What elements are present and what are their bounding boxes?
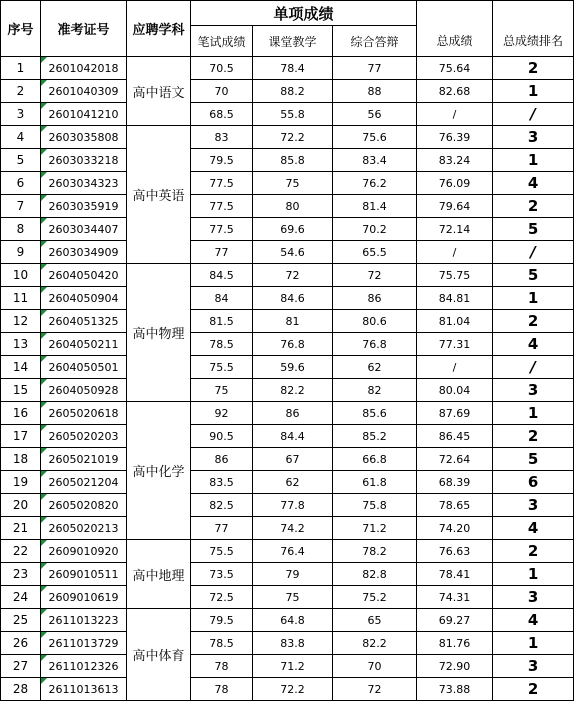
table-row <box>1 563 574 586</box>
table-row <box>1 494 574 517</box>
cell-rank: 6 <box>493 471 574 494</box>
cell-total: 79.64 <box>417 195 493 218</box>
cell-class: 79 <box>253 563 333 586</box>
cell-total: / <box>417 356 493 379</box>
header-subject: 应聘学科 <box>127 1 191 57</box>
cell-defense: 75.6 <box>333 126 417 149</box>
cell-class: 59.6 <box>253 356 333 379</box>
cell-ticket: 2605021019 <box>41 448 127 471</box>
cell-rank: 2 <box>493 310 574 333</box>
table-row <box>1 149 574 172</box>
header-single-scores: 单项成绩 <box>191 1 417 26</box>
cell-defense: 70 <box>333 655 417 678</box>
cell-total: 78.41 <box>417 563 493 586</box>
cell-class: 62 <box>253 471 333 494</box>
cell-total: 82.68 <box>417 80 493 103</box>
cell-defense: 77 <box>333 57 417 80</box>
table-row <box>1 402 574 425</box>
cell-rank: / <box>493 103 574 126</box>
cell-written: 75.5 <box>191 356 253 379</box>
cell-ticket: 2603034323 <box>41 172 127 195</box>
table-row <box>1 655 574 678</box>
cell-subject: 高中体育 <box>127 609 191 701</box>
cell-class: 81 <box>253 310 333 333</box>
score-rows <box>1 57 574 701</box>
header-ticket: 准考证号 <box>41 1 127 57</box>
cell-total: 81.04 <box>417 310 493 333</box>
cell-total: 68.39 <box>417 471 493 494</box>
cell-seq: 25 <box>1 609 41 632</box>
cell-rank: 3 <box>493 126 574 149</box>
table-row <box>1 80 574 103</box>
cell-written: 83 <box>191 126 253 149</box>
cell-rank: / <box>493 241 574 264</box>
header-seq: 序号 <box>1 1 41 57</box>
table-row <box>1 678 574 701</box>
cell-seq: 7 <box>1 195 41 218</box>
header-defense: 综合答辩 <box>333 26 417 57</box>
cell-class: 75 <box>253 586 333 609</box>
cell-defense: 62 <box>333 356 417 379</box>
cell-total: 87.69 <box>417 402 493 425</box>
cell-seq: 10 <box>1 264 41 287</box>
cell-rank: 5 <box>493 264 574 287</box>
cell-seq: 11 <box>1 287 41 310</box>
cell-class: 55.8 <box>253 103 333 126</box>
cell-ticket: 2603035919 <box>41 195 127 218</box>
table-row <box>1 586 574 609</box>
cell-seq: 13 <box>1 333 41 356</box>
cell-class: 69.6 <box>253 218 333 241</box>
cell-class: 85.8 <box>253 149 333 172</box>
table-row <box>1 379 574 402</box>
cell-ticket: 2603035808 <box>41 126 127 149</box>
cell-defense: 82.2 <box>333 632 417 655</box>
cell-ticket: 2604050501 <box>41 356 127 379</box>
cell-class: 77.8 <box>253 494 333 517</box>
cell-rank: 2 <box>493 425 574 448</box>
cell-total: 74.31 <box>417 586 493 609</box>
cell-seq: 14 <box>1 356 41 379</box>
cell-defense: 88 <box>333 80 417 103</box>
cell-written: 77.5 <box>191 172 253 195</box>
cell-rank: 1 <box>493 80 574 103</box>
cell-rank: 1 <box>493 563 574 586</box>
header-total: 总成绩 <box>417 26 493 57</box>
cell-written: 79.5 <box>191 609 253 632</box>
cell-defense: 76.2 <box>333 172 417 195</box>
cell-written: 90.5 <box>191 425 253 448</box>
table-row <box>1 540 574 563</box>
cell-ticket: 2611013729 <box>41 632 127 655</box>
cell-ticket: 2601042018 <box>41 57 127 80</box>
cell-rank: 2 <box>493 57 574 80</box>
cell-written: 79.5 <box>191 149 253 172</box>
cell-written: 83.5 <box>191 471 253 494</box>
header-class: 课堂教学 <box>253 26 333 57</box>
cell-defense: 72 <box>333 678 417 701</box>
cell-written: 78 <box>191 655 253 678</box>
cell-ticket: 2609010920 <box>41 540 127 563</box>
header-rank: 总成绩排名 <box>493 26 574 57</box>
cell-defense: 70.2 <box>333 218 417 241</box>
cell-written: 86 <box>191 448 253 471</box>
cell-total: 80.04 <box>417 379 493 402</box>
table-row <box>1 609 574 632</box>
table-row <box>1 218 574 241</box>
cell-defense: 66.8 <box>333 448 417 471</box>
cell-defense: 76.8 <box>333 333 417 356</box>
cell-class: 84.4 <box>253 425 333 448</box>
cell-rank: 4 <box>493 333 574 356</box>
table-row <box>1 310 574 333</box>
cell-defense: 83.4 <box>333 149 417 172</box>
cell-ticket: 2604050928 <box>41 379 127 402</box>
cell-total: 72.64 <box>417 448 493 471</box>
table-row <box>1 126 574 149</box>
cell-seq: 6 <box>1 172 41 195</box>
cell-rank: 1 <box>493 287 574 310</box>
cell-class: 86 <box>253 402 333 425</box>
cell-ticket: 2601040309 <box>41 80 127 103</box>
table-row <box>1 172 574 195</box>
cell-seq: 9 <box>1 241 41 264</box>
cell-written: 84.5 <box>191 264 253 287</box>
cell-subject: 高中化学 <box>127 402 191 540</box>
cell-class: 80 <box>253 195 333 218</box>
cell-rank: 4 <box>493 172 574 195</box>
cell-rank: 4 <box>493 609 574 632</box>
cell-total: 75.64 <box>417 57 493 80</box>
cell-written: 78.5 <box>191 333 253 356</box>
cell-class: 75 <box>253 172 333 195</box>
cell-ticket: 2604050211 <box>41 333 127 356</box>
cell-total: 74.20 <box>417 517 493 540</box>
cell-total: 69.27 <box>417 609 493 632</box>
cell-defense: 65.5 <box>333 241 417 264</box>
header-written: 笔试成绩 <box>191 26 253 57</box>
cell-ticket: 2611012326 <box>41 655 127 678</box>
cell-class: 76.4 <box>253 540 333 563</box>
cell-class: 67 <box>253 448 333 471</box>
cell-defense: 71.2 <box>333 517 417 540</box>
cell-total: 81.76 <box>417 632 493 655</box>
cell-defense: 75.2 <box>333 586 417 609</box>
cell-written: 70.5 <box>191 57 253 80</box>
header-total-spacer <box>417 1 493 26</box>
cell-defense: 75.8 <box>333 494 417 517</box>
cell-rank: 5 <box>493 218 574 241</box>
cell-ticket: 2603034407 <box>41 218 127 241</box>
cell-rank: 1 <box>493 149 574 172</box>
cell-class: 82.2 <box>253 379 333 402</box>
cell-subject: 高中语文 <box>127 57 191 126</box>
cell-seq: 22 <box>1 540 41 563</box>
header-rank-spacer <box>493 1 574 26</box>
cell-class: 76.8 <box>253 333 333 356</box>
cell-class: 78.4 <box>253 57 333 80</box>
cell-written: 78.5 <box>191 632 253 655</box>
cell-seq: 21 <box>1 517 41 540</box>
cell-written: 77 <box>191 241 253 264</box>
cell-rank: 3 <box>493 379 574 402</box>
cell-class: 72 <box>253 264 333 287</box>
cell-total: 84.81 <box>417 287 493 310</box>
cell-ticket: 2604050904 <box>41 287 127 310</box>
cell-ticket: 2605020820 <box>41 494 127 517</box>
cell-class: 74.2 <box>253 517 333 540</box>
cell-ticket: 2603033218 <box>41 149 127 172</box>
cell-seq: 3 <box>1 103 41 126</box>
table-row <box>1 241 574 264</box>
cell-class: 72.2 <box>253 678 333 701</box>
cell-written: 73.5 <box>191 563 253 586</box>
cell-rank: 1 <box>493 402 574 425</box>
cell-ticket: 2605021204 <box>41 471 127 494</box>
cell-rank: 2 <box>493 195 574 218</box>
cell-written: 70 <box>191 80 253 103</box>
cell-defense: 72 <box>333 264 417 287</box>
cell-class: 71.2 <box>253 655 333 678</box>
cell-seq: 24 <box>1 586 41 609</box>
cell-defense: 82 <box>333 379 417 402</box>
cell-ticket: 2603034909 <box>41 241 127 264</box>
cell-seq: 4 <box>1 126 41 149</box>
cell-total: 75.75 <box>417 264 493 287</box>
cell-written: 84 <box>191 287 253 310</box>
cell-class: 88.2 <box>253 80 333 103</box>
cell-seq: 26 <box>1 632 41 655</box>
cell-seq: 23 <box>1 563 41 586</box>
cell-total: / <box>417 241 493 264</box>
cell-class: 64.8 <box>253 609 333 632</box>
cell-seq: 12 <box>1 310 41 333</box>
cell-rank: 1 <box>493 632 574 655</box>
cell-seq: 2 <box>1 80 41 103</box>
cell-defense: 86 <box>333 287 417 310</box>
cell-seq: 28 <box>1 678 41 701</box>
cell-total: 86.45 <box>417 425 493 448</box>
cell-ticket: 2604051325 <box>41 310 127 333</box>
table-row <box>1 103 574 126</box>
cell-class: 84.6 <box>253 287 333 310</box>
table-row <box>1 425 574 448</box>
cell-defense: 82.8 <box>333 563 417 586</box>
cell-written: 92 <box>191 402 253 425</box>
cell-seq: 16 <box>1 402 41 425</box>
cell-ticket: 2604050420 <box>41 264 127 287</box>
cell-defense: 56 <box>333 103 417 126</box>
cell-ticket: 2605020213 <box>41 517 127 540</box>
cell-subject: 高中英语 <box>127 126 191 264</box>
cell-defense: 78.2 <box>333 540 417 563</box>
cell-written: 68.5 <box>191 103 253 126</box>
cell-ticket: 2605020618 <box>41 402 127 425</box>
cell-defense: 85.6 <box>333 402 417 425</box>
cell-ticket: 2609010619 <box>41 586 127 609</box>
cell-subject: 高中地理 <box>127 540 191 609</box>
table-row <box>1 333 574 356</box>
cell-ticket: 2611013613 <box>41 678 127 701</box>
cell-ticket: 2605020203 <box>41 425 127 448</box>
cell-defense: 61.8 <box>333 471 417 494</box>
cell-total: 77.31 <box>417 333 493 356</box>
cell-defense: 81.4 <box>333 195 417 218</box>
cell-written: 77.5 <box>191 218 253 241</box>
cell-seq: 1 <box>1 57 41 80</box>
cell-seq: 20 <box>1 494 41 517</box>
cell-written: 77 <box>191 517 253 540</box>
cell-class: 72.2 <box>253 126 333 149</box>
cell-rank: 5 <box>493 448 574 471</box>
cell-class: 83.8 <box>253 632 333 655</box>
table-row <box>1 471 574 494</box>
cell-rank: 3 <box>493 586 574 609</box>
cell-total: 76.09 <box>417 172 493 195</box>
cell-rank: 3 <box>493 494 574 517</box>
cell-total: 76.39 <box>417 126 493 149</box>
cell-seq: 8 <box>1 218 41 241</box>
cell-seq: 18 <box>1 448 41 471</box>
cell-ticket: 2611013223 <box>41 609 127 632</box>
table-row <box>1 356 574 379</box>
cell-written: 77.5 <box>191 195 253 218</box>
cell-defense: 85.2 <box>333 425 417 448</box>
table-row <box>1 632 574 655</box>
table-row <box>1 448 574 471</box>
cell-seq: 15 <box>1 379 41 402</box>
table-row <box>1 264 574 287</box>
cell-seq: 19 <box>1 471 41 494</box>
cell-defense: 65 <box>333 609 417 632</box>
cell-seq: 17 <box>1 425 41 448</box>
cell-rank: 2 <box>493 678 574 701</box>
cell-defense: 80.6 <box>333 310 417 333</box>
cell-ticket: 2609010511 <box>41 563 127 586</box>
cell-total: 73.88 <box>417 678 493 701</box>
cell-written: 81.5 <box>191 310 253 333</box>
cell-rank: 4 <box>493 517 574 540</box>
cell-written: 82.5 <box>191 494 253 517</box>
cell-written: 72.5 <box>191 586 253 609</box>
table-row <box>1 57 574 80</box>
cell-total: 72.14 <box>417 218 493 241</box>
cell-total: / <box>417 103 493 126</box>
cell-written: 75.5 <box>191 540 253 563</box>
cell-rank: 2 <box>493 540 574 563</box>
cell-total: 83.24 <box>417 149 493 172</box>
table-row <box>1 517 574 540</box>
table-row <box>1 287 574 310</box>
cell-written: 75 <box>191 379 253 402</box>
cell-total: 72.90 <box>417 655 493 678</box>
cell-written: 78 <box>191 678 253 701</box>
cell-class: 54.6 <box>253 241 333 264</box>
cell-seq: 27 <box>1 655 41 678</box>
cell-ticket: 2601041210 <box>41 103 127 126</box>
cell-subject: 高中物理 <box>127 264 191 402</box>
cell-total: 78.65 <box>417 494 493 517</box>
cell-rank: 3 <box>493 655 574 678</box>
table-row <box>1 195 574 218</box>
cell-total: 76.63 <box>417 540 493 563</box>
cell-seq: 5 <box>1 149 41 172</box>
cell-rank: / <box>493 356 574 379</box>
